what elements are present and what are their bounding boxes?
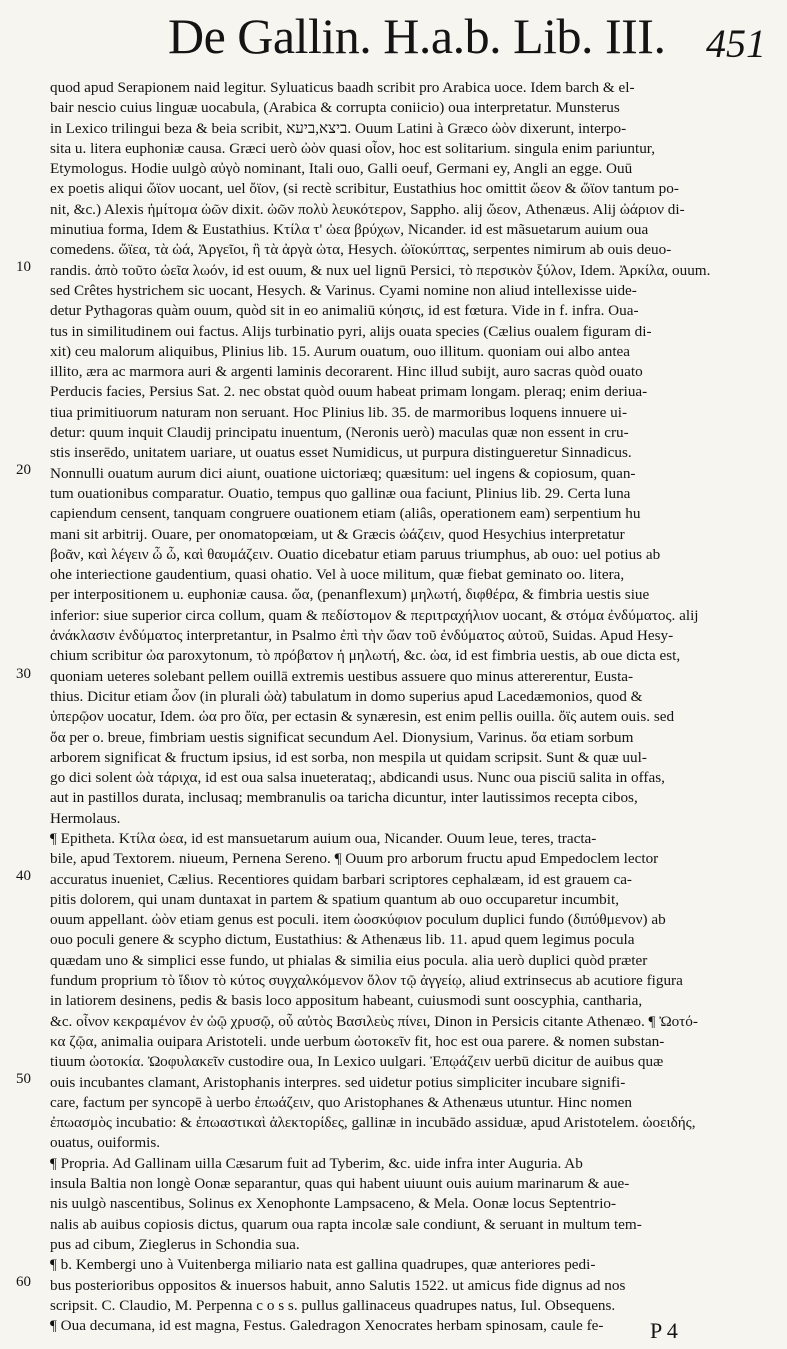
text-line: scripsit. C. Claudio, M. Perpenna c o s s. pullus gallinaceus quadrupes natus, Iul. Obsequens. [50,1296,616,1314]
text-line: ouatus, ouiformis. [50,1134,161,1152]
text-line: ὑπερῷον uocatur, Idem. ὠα pro ὄϊα, per ectasin & synæresin, est enim pellis ouilla. ὄϊς autem ouis. sed [50,708,675,726]
text-line: aut in pastillos durata, inclusaq; membranulis oa taricha dicuntur, inter lautissimos recepta cibos, [50,789,638,807]
page-header [0,6,787,70]
text-line: thius. Dicitur etiam ὦον (in plurali ὠὰ) tabulatum in domo superius apud Lacedæmonios, quod & [50,687,643,705]
body-text-column [50,78,778,1336]
running-title: De Gallin. H.a.b. Lib. III. [168,8,666,64]
line-number-10: 10 [16,259,31,275]
text-line: ouis incubantes clamant, Aristophanis interpres. sed uidetur potius simpliciter incubare signifi- [50,1073,626,1091]
text-line: ¶ b. Kembergi uno à Vuitenberga miliario nata est gallina quadrupes, quæ anteriores pedi- [50,1256,596,1274]
text-line: stis inserēdo, unitatem uariare, ut ouatus esset Numidicus, ut purpura distingueretur Sinnadicus. [50,444,632,462]
text-line: tus in similitudinem oui factus. Alijs turbinatio pyri, alijs ouata species (Cælius oualem figuram di- [50,322,652,340]
text-line: capiendum censent, tanquam congruere ouationem etiam (aliâs, operationem eam) serpentium hu [50,505,641,523]
text-line: mani sit arbitrij. Ouare, per onomatopœiam, ut & Græcis ὠάζειν, quod Hesychius interpretatur [50,525,625,543]
text-line: comedens. ὤϊεα, τὰ ὠά, Ἀργεῖοι, ἢ τὰ ἀργὰ ὠτα, Hesych. ὠϊοκύπτας, serpentes nimirum ab ouis deuo- [50,241,672,259]
text-line: go dici solent ὠὰ τάριχα, id est oua salsa inueterataq;, abdicandi usus. Nunc oua pisciū salita in offas, [50,769,665,787]
line-number-40: 40 [16,868,31,884]
text-line: ouum appellant. ὠὸν etiam genus est poculi. item ὠοσκύφιον poculum duplici fundo (διπύθμενον) ab [50,911,666,929]
text-line: arborem significat & fructum ipsius, id est sorba, non mespila ut quidam scripsit. Sunt & quæ uul- [50,748,647,766]
text-line: Perducis facies, Persius Sat. 2. nec obstat quòd ouum habeat primam longam. pleraq; enim deriua- [50,383,648,401]
text-line: detur: quum inquit Claudij principatu inuentum, (Neronis uerò) maculas quæ non essent in cru- [50,424,629,442]
text-line: Etymologus. Hodie uulgò αὐγὸ nominant, Itali ouo, Galli oeuf, Germani ey, Angli an egge. Ouū [50,160,633,178]
text-line: Nonnulli ouatum aurum dici aiunt, ouatione uictoriæq; quæsitum: uel ingens & copiosum, quan- [50,464,636,482]
text-line: pus ad cibum, Zieglerus in Schondia sua. [50,1235,300,1253]
text-line: chium scribitur ὠα paroxytonum, τὸ πρόβατον ἡ μηλωτή, &c. ὠα, id est fimbria uestis, ab oue dicta est, [50,647,681,665]
text-line: randis. ἀπὸ τοῦτο ὠεῖα λωόν, id est ouum, & nux uel lignū Persici, τὸ περσικὸν ξύλον, Idem. Ἀρκίλα, ouum. [50,261,711,279]
text-line: inferior: siue superior circa collum, quam & πεδίστομον & περιτραχήλιον uocant, & στόμα ἐνδύματος. alij [50,606,699,624]
text-line: xit) ceu malorum aliquibus, Plinius lib. 15. Aurum ouatum, ouo illitum. quoniam oui albo antea [50,342,631,360]
line-number-60: 60 [16,1274,31,1290]
text-line: ouo poculi genere & scypho dictum, Eustathius: & Athenæus lib. 11. apud quem legimus pocula [50,931,635,949]
text-line: &c. οἶνον κεκραμένον ἐν ὠῷ χρυσῷ, οὗ αὐτὸς Βασιλεὺς πίνει, Dinon in Persicis citante Athenæo. ¶ Ὠοτό- [50,1012,698,1030]
text-line: in Lexico trilingui beza & beia scribit, ביצא,ביעא. Ouum Latini à Græco ὠὸν dixerunt, interpo- [50,119,627,137]
text-line: minutiua forma, Idem & Eustathius. Κτίλα τ' ὠεα βρύχων, Nicander. id est mãsuetarum auium oua [50,221,649,239]
text-line: tiua primitiuorum naturam non seruant. Hoc Plinius lib. 35. de marmoribus loquens innuere ui- [50,403,628,421]
text-line: ἐπωασμὸς incubatio: & ἐπωαστικαὶ ἀλεκτορίδες, gallinæ in incubādo assiduæ, apud Aristotelem. ὠοειδής, [50,1114,696,1132]
text-line: tiuum ὠοτοκία. Ὠοφυλακεῖν custodire oua, In Lexico uulgari. Ἐπῳάζειν uerbū dicitur de auibus quæ [50,1053,664,1071]
line-number-20: 20 [16,462,31,478]
text-line: ¶ Oua decumana, id est magna, Festus. Galedragon Xenocrates herbam spinosam, caule fe- [50,1317,604,1335]
text-line: detur Pythagoras quàm ouum, quòd sit in eo animaliū κύησις, id est fœtura. Vide in f. infra. Oua- [50,302,639,320]
text-line: insula Baltia non longè Oonæ separantur, quas qui habent uiuunt ouis auium marinarum & aue- [50,1175,630,1193]
text-line: ¶ Propria. Ad Gallinam uilla Cæsarum fuit ad Tyberim, &c. uide infra inter Auguria. Ab [50,1154,583,1172]
signature-mark: P 4 [650,1318,678,1343]
text-line: sed Crêtes hystrichem sic uocant, Hesych. & Varinus. Cyami nomine non aliud intellexisse uide- [50,281,637,299]
text-line: nalis ab auibus copiosis dictus, quarum oua rapta incolæ sale condiunt, & seruant in multum tem- [50,1215,642,1233]
text-line: Hermolaus. [50,809,121,827]
text-line: ex poetis aliqui ὤϊον uocant, uel ὄϊον, (si rectè scribitur, Eustathius hoc omittit ὤεον & ὤϊον tantum po- [50,180,679,198]
text-line: nis uulgò nascentibus, Solinus ex Xenophonte Lampsaceno, & Mela. Oonæ locus Septentrio- [50,1195,617,1213]
line-number-50: 50 [16,1071,31,1087]
text-line: fundum proprium τὸ ἴδιον τὸ κύτος συγχαλκόμενον ὅλον τῷ ἀγγείῳ, aliud extrinsecus ab acutiore figura [50,972,683,990]
text-line: βοᾶν, καὶ λέγειν ὦ ὦ, καὶ θαυμάζειν. Ouatio dicebatur etiam paruus triumphus, ab ouo: uel potius ab [50,545,661,563]
text-line: ὄα per o. breue, fimbriam uestis significat secundum Ael. Dionysium, Varinus. ὄα etiam sorbum [50,728,634,746]
text-line: ¶ Epitheta. Κτίλα ὠεα, id est mansuetarum auium oua, Nicander. Ouum leue, teres, tracta- [50,829,597,847]
text-line: illito, æra ac marmora auri & argenti laminis decorarent. Hinc illud subijt, auro sacras quòd ouato [50,363,643,381]
text-line: κα ζῷα, animalia ouipara Aristoteli. unde uerbum ὠοτοκεῖν fit, hoc est oua parere. & nomen substan- [50,1032,665,1050]
text-line: tum ouationibus comparatur. Ouatio, tempus quo gallinæ oua faciunt, Plinius lib. 29. Certa luna [50,484,631,502]
text-line: sita u. litera euphoniæ causa. Græci uerò ὠὸν quasi οἶον, hoc est solitarium. singula enim pariuntur, [50,139,656,157]
text-line: ἀνάκλασιν ἐνδύματος interpretantur, in Psalmo ἐπὶ τὴν ὤαν τοῦ ἐνδύματος αὐτοῦ, Suidas. Apud Hesy- [50,627,674,645]
text-line: in latiorem desinens, pedis & basis loco appositum habeant, cuiusmodi sunt ooscyphia, cantharia, [50,992,643,1010]
line-number-30: 30 [16,666,31,682]
text-line: care, factum per syncopē à uerbo ἐπωάζειν, quo Aristophanes & Athenæus utuntur. Hinc nomen [50,1093,632,1111]
text-line: quod apud Serapionem naid legitur. Syluaticus baadh scribit pro Arabica uoce. Idem barch & el- [50,79,635,96]
text-line: nit, &c.) Alexis ἡμίτομα ὠῶν dixit. ὠῶν πολὺ λευκότερον, Sappho. alij ὤεον, Athenæus. Alij ὠάριον di- [50,200,685,218]
page-footer [0,1318,787,1346]
text-line: accuratus inueniet, Cælius. Recentiores quidam barbari scriptores cephalæam, id est grauem ca- [50,870,632,888]
text-line: ohe interiectione gaudentium, quasi ohatio. Vel à uoce militum, quæ fiebat geminato oo. litera, [50,566,625,584]
page-number: 451 [706,21,766,66]
text-line: bile, apud Textorem. niueum, Pernena Sereno. ¶ Ouum pro arborum fructu apud Empedoclem lector [50,850,659,868]
text-line: per interpositionem u. euphoniæ causa. ὤα, (penanflexum) μηλωτή, διφθέρα, & fimbria uestis siue [50,586,650,604]
text-line: quoniam ueteres solebant pellem ouillā extremis uestibus assuere quo minus attererentur, Eusta- [50,667,634,685]
text-line: bair nescio cuius linguæ uocabula, (Arabica & corrupta coniicio) oua interpretatur. Munsterus [50,99,620,117]
text-line: pitis dolorem, qui unam duntaxat in partem & spatium quantum ab ouo occuparetur incumbit, [50,890,619,908]
text-line: quædam uno & simplici esse fundo, ut phialas & similia eius pocula. alia uerò duplici quòd præter [50,951,648,969]
text-line: bus posterioribus oppositos & inuersos habuit, anno Salutis 1522. ut amicus fide dignus ad nos [50,1276,626,1294]
